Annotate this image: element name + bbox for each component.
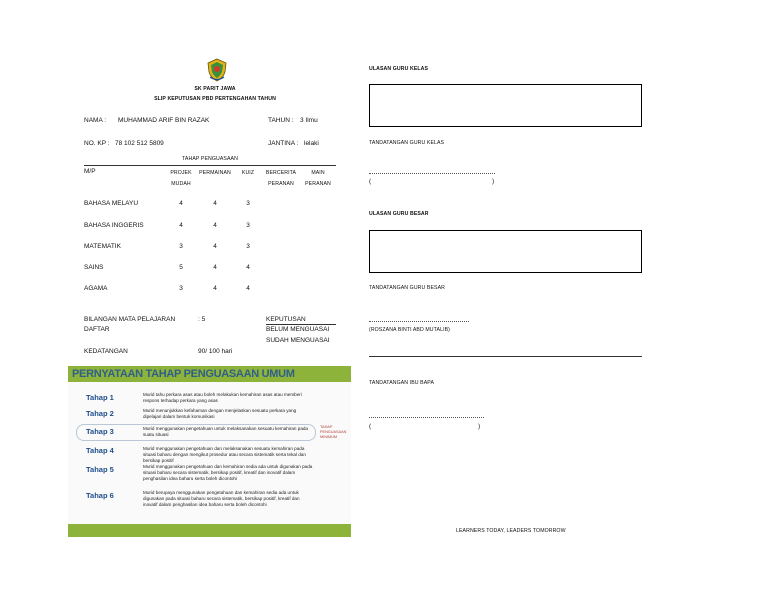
mp-header: M/P bbox=[84, 168, 96, 175]
tahap-label: Tahap 6 bbox=[86, 491, 114, 500]
nokp-value: 78 102 512 5809 bbox=[115, 140, 164, 147]
tt-guru-besar-label: TANDATANGAN GURU BESAR bbox=[369, 285, 445, 291]
tahun-value: 3 Ilmu bbox=[300, 117, 318, 124]
sudah-label: SUDAH MENGUASAI bbox=[266, 337, 330, 344]
tahap-label: Tahap 1 bbox=[86, 393, 114, 402]
kedatangan-value: 90/ 100 hari bbox=[198, 348, 233, 355]
ulasan-guru-kelas-box[interactable] bbox=[369, 84, 642, 127]
score-cell: 4 bbox=[246, 285, 250, 292]
belum-label: BELUM MENGUASAI bbox=[266, 326, 330, 333]
paren-open-2: ( bbox=[369, 423, 372, 430]
jantina-value: lelaki bbox=[304, 140, 319, 147]
score-cell: 4 bbox=[246, 264, 250, 271]
pernyataan-title: PERNYATAAN TAHAP PENGUASAAN UMUM bbox=[72, 368, 295, 380]
tt-ibu-bapa-line[interactable] bbox=[369, 417, 484, 418]
slip-title: SLIP KEPUTUSAN PBD PERTENGAHAN TAHUN bbox=[154, 96, 276, 102]
subject-label: BAHASA MELAYU bbox=[84, 200, 139, 207]
nokp-label: NO. KP : bbox=[84, 140, 110, 147]
score-cell: 3 bbox=[246, 243, 250, 250]
guru-besar-name: (ROSZANA BINTI ABD MUTALIB) bbox=[369, 327, 451, 333]
score-cell: 4 bbox=[213, 200, 217, 207]
col-main-peranan: MAIN PERANAN bbox=[305, 170, 331, 187]
table-top-rule bbox=[84, 165, 336, 166]
score-cell: 4 bbox=[213, 285, 217, 292]
tahap-desc: Murid menggunakan pengetahuan dan kemahiran sedia ada untuk digunakan pada situasi baharu secara sistematik, bersikap positif, kreatif dan inovatif dalam penghasilan idea baharu serta boleh dicontohi bbox=[143, 464, 313, 481]
tahap-desc: Murid menggunakan pengetahuan dan melaksanakan sesuatu kemahiran pada situasi baharu dengan mengikut prosedur atau secara sistematik serta tekal dan bersikap positif bbox=[143, 446, 306, 463]
score-cell: 4 bbox=[213, 222, 217, 229]
tahap-desc: Murid menunjukkan kefahaman dengan menjelaskan sesuatu perkara yang dipelajari dalam bentuk komunikasi bbox=[143, 408, 297, 419]
jantina-label: JANTINA : bbox=[268, 140, 299, 147]
paren-close-2: ) bbox=[478, 423, 481, 430]
score-cell: 3 bbox=[179, 285, 183, 292]
school-crest-icon bbox=[205, 58, 229, 82]
score-cell: 4 bbox=[213, 243, 217, 250]
paren-close: ) bbox=[492, 178, 495, 185]
divider-line bbox=[369, 356, 642, 357]
school-motto: LEARNERS TODAY, LEADERS TOMORROW bbox=[456, 528, 566, 534]
school-name: SK PARIT JAWA bbox=[194, 86, 236, 92]
pernyataan-footer-bar bbox=[68, 524, 351, 537]
minimum-note: TAHAP PENGUASAAN MINIMUM bbox=[320, 425, 347, 439]
score-cell: 4 bbox=[213, 264, 217, 271]
tahap-label: Tahap 2 bbox=[86, 409, 114, 418]
score-cell: 5 bbox=[179, 264, 183, 271]
ulasan-guru-besar-box[interactable] bbox=[369, 230, 642, 273]
tahap-desc: Murid menggunakan pengetahuan untuk melaksanakan sesuatu kemahiran pada suatu situasi bbox=[143, 426, 308, 437]
tahap-label: Tahap 3 bbox=[86, 427, 114, 436]
tt-ibu-bapa-label: TANDATANGAN IBU BAPA bbox=[369, 380, 435, 386]
score-cell: 3 bbox=[246, 200, 250, 207]
tahap-label: Tahap 4 bbox=[86, 446, 114, 455]
tt-guru-kelas-line[interactable] bbox=[369, 173, 495, 174]
score-cell: 4 bbox=[179, 222, 183, 229]
paren-open: ( bbox=[369, 178, 372, 185]
subject-label: AGAMA bbox=[84, 285, 108, 292]
keputusan-rule bbox=[266, 324, 336, 325]
subject-label: MATEMATIK bbox=[84, 243, 121, 250]
kedatangan-label: KEDATANGAN bbox=[84, 348, 128, 355]
subject-label: SAINS bbox=[84, 264, 104, 271]
score-cell: 3 bbox=[179, 243, 183, 250]
subject-label: BAHASA INGGERIS bbox=[84, 222, 144, 229]
bilangan-value: : 5 bbox=[198, 316, 206, 323]
ulasan-guru-besar-label: ULASAN GURU BESAR bbox=[369, 211, 429, 217]
tahun-label: TAHUN : bbox=[268, 117, 294, 124]
tahap-label: Tahap 5 bbox=[86, 465, 114, 474]
col-kuiz: KUIZ bbox=[241, 170, 255, 176]
nama-label: NAMA : bbox=[84, 117, 107, 124]
col-bercerita: BERCERITA PERANAN bbox=[265, 170, 297, 187]
bilangan-label: BILANGAN MATA PELAJARAN bbox=[84, 316, 176, 323]
daftar-label: DAFTAR bbox=[84, 326, 110, 333]
keputusan-label: KEPUTUSAN bbox=[266, 316, 306, 323]
tt-guru-besar-line[interactable] bbox=[369, 321, 469, 322]
tt-guru-kelas-label: TANDATANGAN GURU KELAS bbox=[369, 140, 445, 146]
tahap-desc: Murid tahu perkara asas atau boleh melakukan kemahiran asas atau memberi respons terhadap perkara yang asas bbox=[143, 392, 302, 403]
score-cell: 3 bbox=[246, 222, 250, 229]
tahap-desc: Murid berupaya menggunakan pengetahuan dan kemahiran sedia ada untuk digunakan pada situasi baharu secara sistematik, bersikap positif, kreatif dan inovatif dalam penghasilan idea baharu serta boleh dicontohi bbox=[143, 490, 300, 507]
col-permainan: PERMAINAN bbox=[199, 170, 231, 176]
nama-value: MUHAMMAD ARIF BIN RAZAK bbox=[118, 117, 210, 124]
ulasan-guru-kelas-label: ULASAN GURU KELAS bbox=[369, 66, 429, 72]
col-projek: PROJEK MUDAH bbox=[170, 170, 192, 187]
section-title: TAHAP PENGUASAAN bbox=[182, 156, 238, 162]
score-cell: 4 bbox=[179, 200, 183, 207]
